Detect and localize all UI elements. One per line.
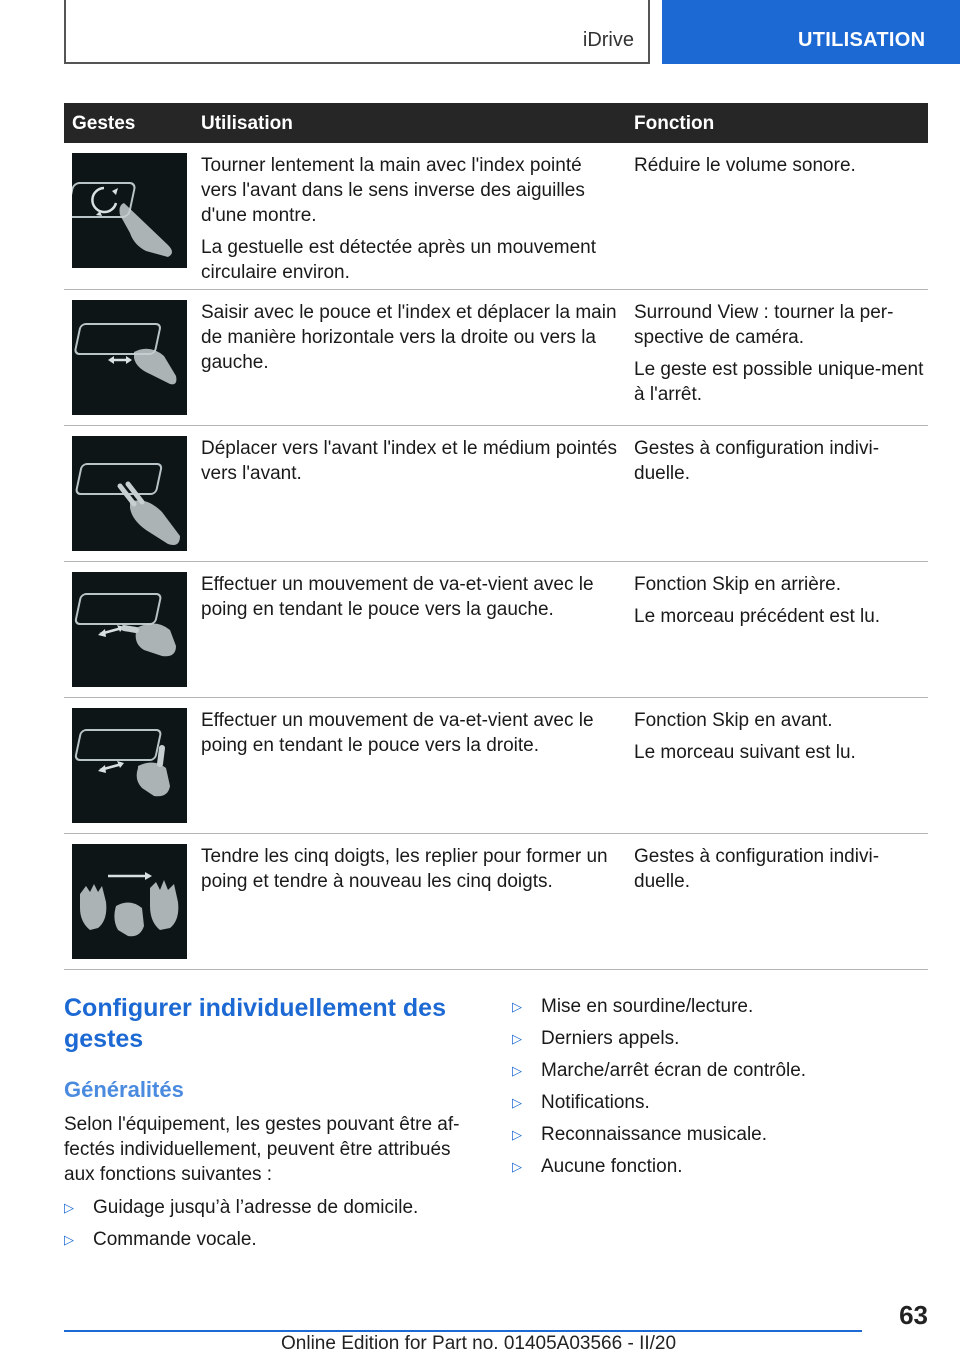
gesture-rotate-counterclockwise-icon bbox=[72, 153, 187, 268]
function-text: Le geste est possible unique-ment à l'arrêt. bbox=[634, 359, 924, 405]
table-row bbox=[64, 290, 928, 426]
usage-text: La gestuelle est détectée après un mouvement circulaire environ. bbox=[201, 237, 597, 283]
gesture-open-fist-open-icon bbox=[72, 844, 187, 959]
header-chapter-box bbox=[64, 0, 650, 64]
column-header-fonction: Fonction bbox=[634, 113, 715, 134]
usage-text: Tourner lentement la main avec l'index pointé vers l'avant dans le sens inverse des aiguilles d'une montre. bbox=[201, 155, 585, 226]
function-cell bbox=[634, 153, 924, 178]
function-text: Fonction Skip en avant. bbox=[634, 710, 833, 731]
footer-divider bbox=[64, 1330, 862, 1332]
usage-cell bbox=[201, 153, 621, 285]
usage-cell bbox=[201, 708, 621, 758]
usage-cell bbox=[201, 436, 621, 486]
list-item bbox=[512, 994, 932, 1019]
function-cell bbox=[634, 300, 924, 407]
list-item-text: Marche/arrêt écran de contrôle. bbox=[541, 1060, 807, 1081]
function-cell bbox=[634, 708, 924, 765]
usage-cell bbox=[201, 300, 621, 375]
function-list-right bbox=[512, 994, 932, 1186]
list-item-text: Commande vocale. bbox=[93, 1229, 257, 1250]
table-header bbox=[64, 103, 928, 143]
table-row bbox=[64, 143, 928, 290]
table-row bbox=[64, 834, 928, 970]
usage-cell bbox=[201, 572, 621, 622]
intro-paragraph: Selon l'équipement, les gestes pouvant être af-fectés individuellement, peuvent être attribués aux fonctions suivantes : bbox=[64, 1114, 460, 1185]
chapter-title: iDrive bbox=[582, 29, 634, 51]
list-item-text: Reconnaissance musicale. bbox=[541, 1124, 768, 1145]
function-text: Le morceau précédent est lu. bbox=[634, 606, 881, 627]
triangle-bullet-icon: ▷ bbox=[64, 1200, 74, 1215]
function-text: Réduire le volume sonore. bbox=[634, 155, 856, 176]
list-item bbox=[64, 1227, 484, 1252]
function-text: Gestes à configuration indivi-duelle. bbox=[634, 438, 880, 484]
function-text: Surround View : tourner la per-spective de caméra. bbox=[634, 302, 894, 348]
list-item bbox=[64, 1195, 484, 1220]
list-item-text: Notifications. bbox=[541, 1092, 650, 1113]
section-heading: Configurer individuellement des gestes bbox=[64, 994, 446, 1053]
function-cell bbox=[634, 436, 924, 486]
page-number: 63 bbox=[899, 1300, 928, 1330]
triangle-bullet-icon: ▷ bbox=[512, 1031, 522, 1046]
list-item-text: Guidage jusqu’à l’adresse de domicile. bbox=[93, 1197, 419, 1218]
function-cell bbox=[634, 572, 924, 629]
usage-cell bbox=[201, 844, 621, 894]
usage-text: Saisir avec le pouce et l'index et déplacer la main de manière horizontale vers la droite ou vers la gauche. bbox=[201, 302, 617, 373]
section-tab bbox=[662, 0, 960, 64]
usage-text: Déplacer vers l'avant l'index et le médium pointés vers l'avant. bbox=[201, 438, 617, 484]
list-item-text: Mise en sourdine/lecture. bbox=[541, 996, 754, 1017]
usage-text: Effectuer un mouvement de va-et-vient avec le poing en tendant le pouce vers la droite. bbox=[201, 710, 594, 756]
column-header-utilisation: Utilisation bbox=[201, 113, 293, 134]
triangle-bullet-icon: ▷ bbox=[64, 1232, 74, 1247]
table-row bbox=[64, 562, 928, 698]
triangle-bullet-icon: ▷ bbox=[512, 1127, 522, 1142]
list-item bbox=[512, 1122, 932, 1147]
list-item-text: Aucune fonction. bbox=[541, 1156, 683, 1177]
list-item bbox=[512, 1090, 932, 1115]
subsection-heading: Généralités bbox=[64, 1077, 184, 1102]
function-list-left bbox=[64, 1195, 484, 1259]
function-cell bbox=[634, 844, 924, 894]
gesture-two-finger-point-icon bbox=[72, 436, 187, 551]
triangle-bullet-icon: ▷ bbox=[512, 1063, 522, 1078]
usage-text: Effectuer un mouvement de va-et-vient avec le poing en tendant le pouce vers la gauche. bbox=[201, 574, 594, 620]
gesture-fist-thumb-left-icon bbox=[72, 572, 187, 687]
list-item bbox=[512, 1058, 932, 1083]
function-text: Gestes à configuration indivi-duelle. bbox=[634, 846, 880, 892]
table-row bbox=[64, 426, 928, 562]
list-item bbox=[512, 1154, 932, 1179]
footer-edition: Online Edition for Part no. 01405A03566 - II/20 bbox=[281, 1333, 677, 1354]
section-title: UTILISATION bbox=[798, 29, 926, 51]
column-header-gestes: Gestes bbox=[72, 113, 136, 134]
triangle-bullet-icon: ▷ bbox=[512, 999, 522, 1014]
triangle-bullet-icon: ▷ bbox=[512, 1095, 522, 1110]
function-text: Fonction Skip en arrière. bbox=[634, 574, 841, 595]
gesture-grab-swipe-icon bbox=[72, 300, 187, 415]
gesture-fist-thumb-right-icon bbox=[72, 708, 187, 823]
triangle-bullet-icon: ▷ bbox=[512, 1159, 522, 1174]
list-item bbox=[512, 1026, 932, 1051]
usage-text: Tendre les cinq doigts, les replier pour former un poing et tendre à nouveau les cinq doigts. bbox=[201, 846, 608, 892]
table-row bbox=[64, 698, 928, 834]
gestures-table bbox=[64, 103, 928, 970]
function-text: Le morceau suivant est lu. bbox=[634, 742, 856, 763]
list-item-text: Derniers appels. bbox=[541, 1028, 680, 1049]
